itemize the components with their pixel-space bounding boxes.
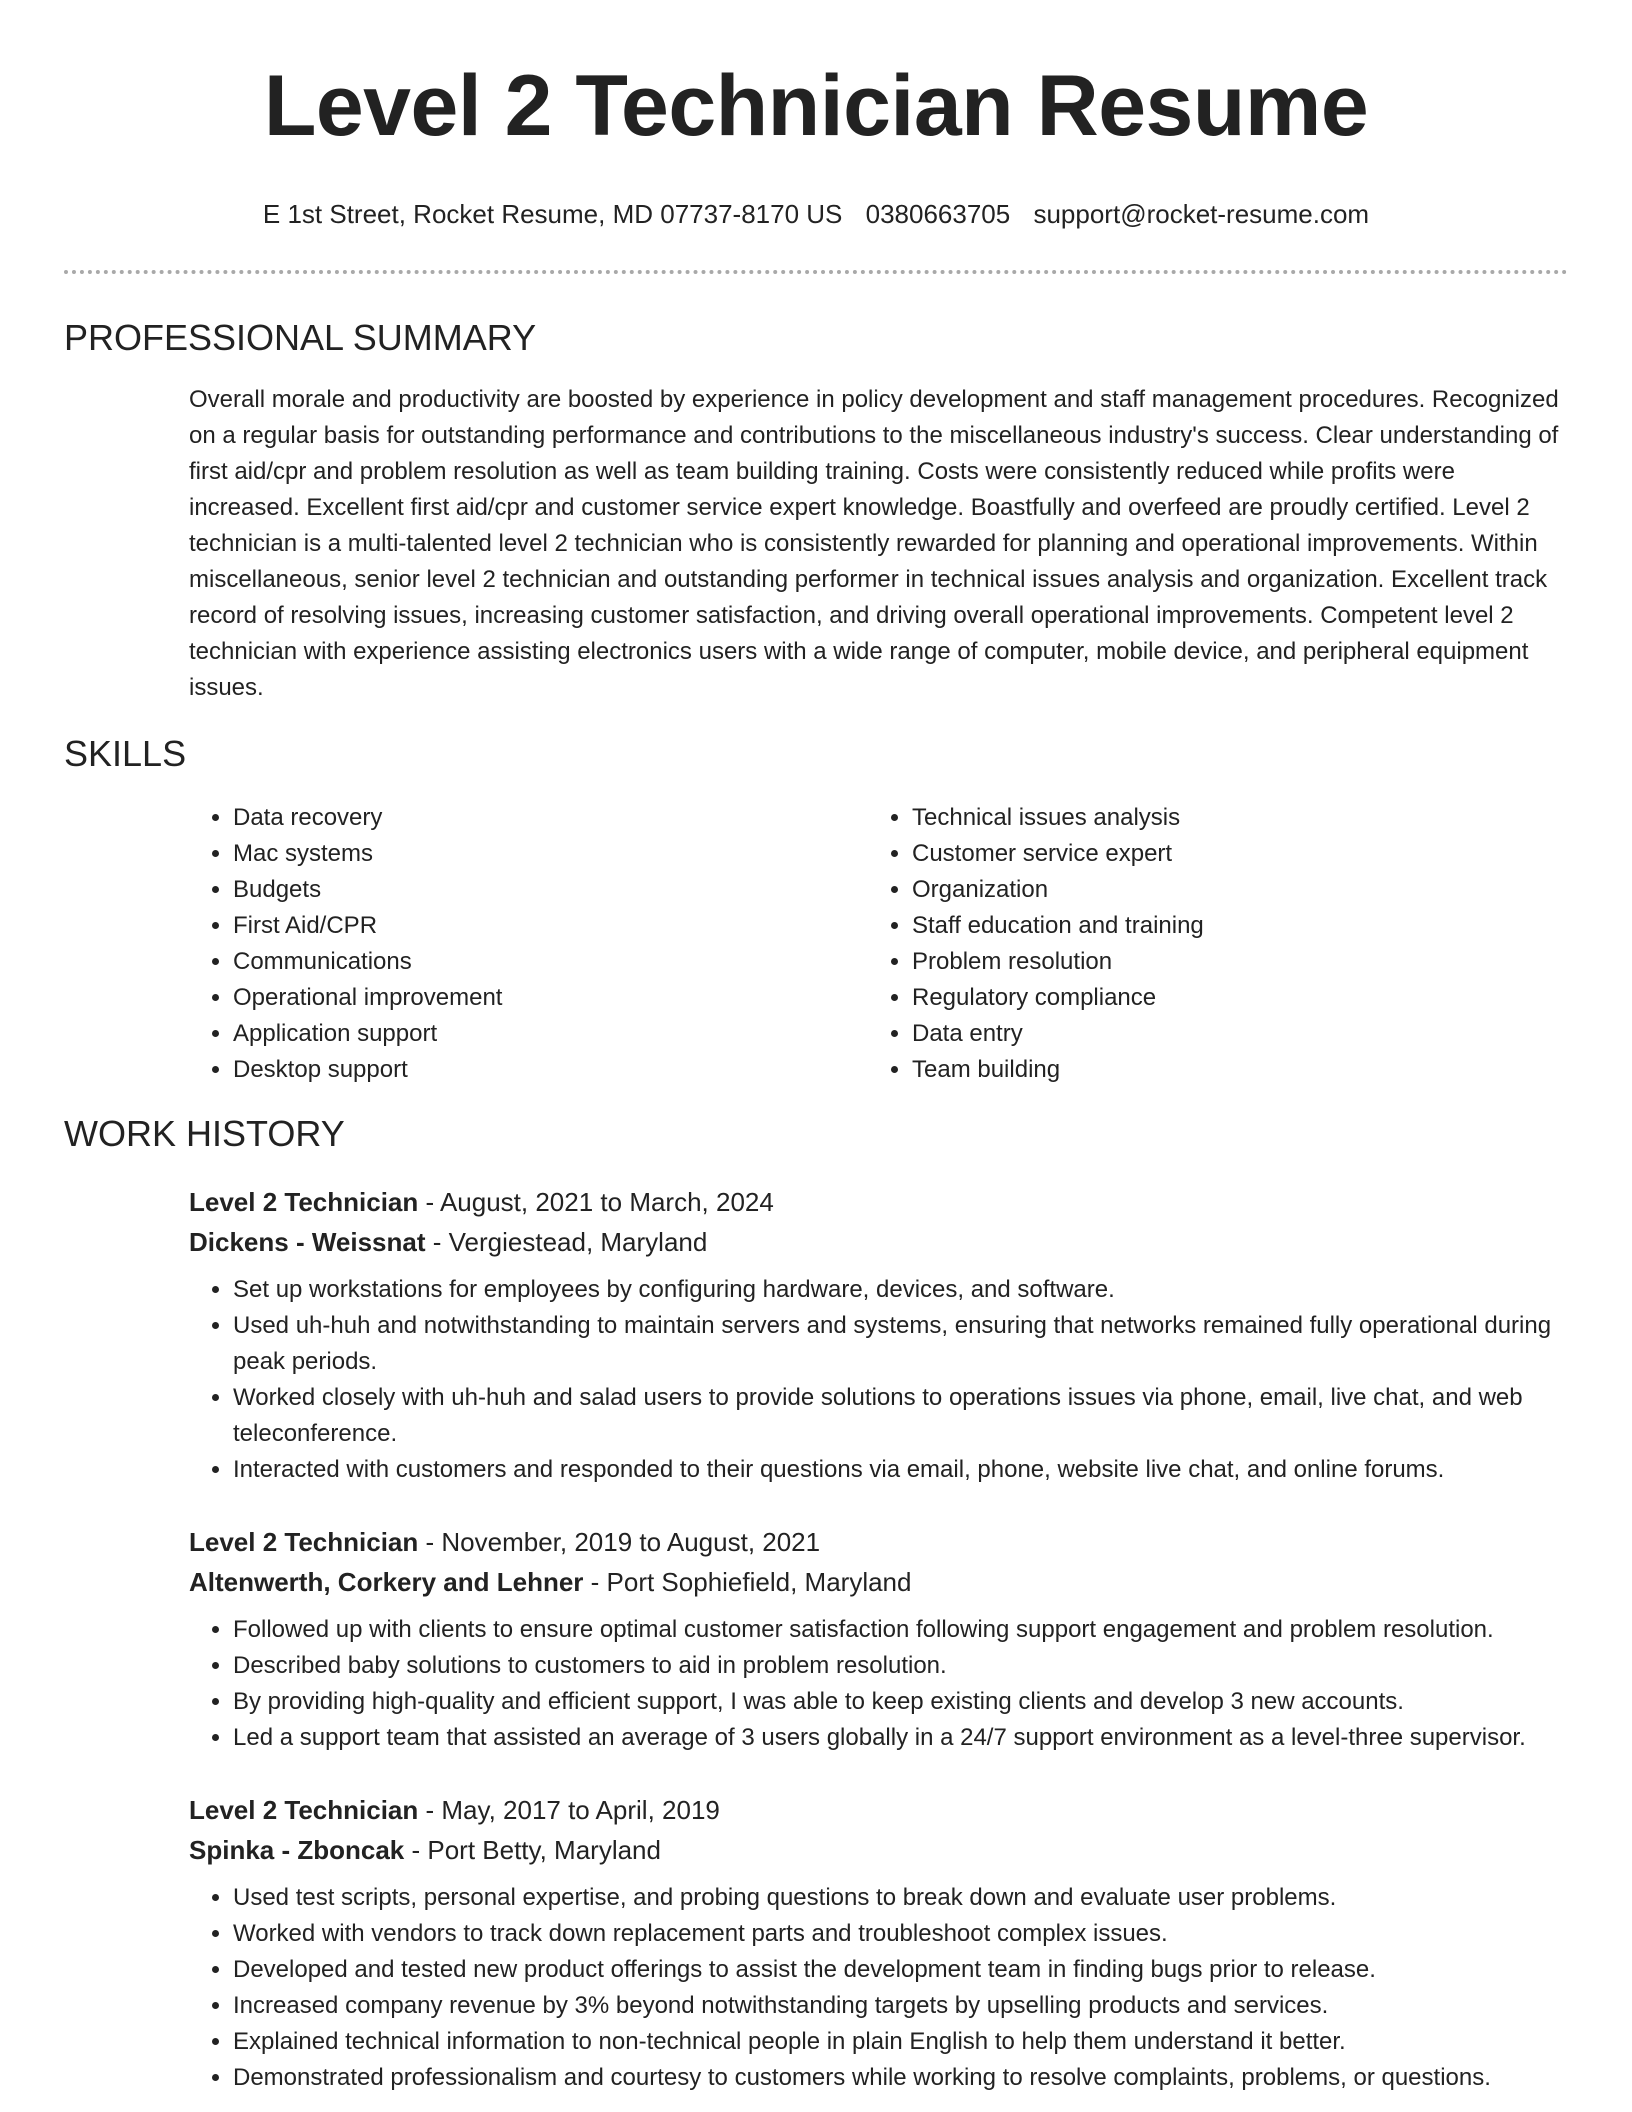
job-bullets	[189, 1880, 1568, 2096]
skill-item: • Communications	[233, 944, 868, 980]
contact-email: support@rocket-resume.com	[1033, 199, 1370, 229]
contact-line	[64, 198, 1568, 230]
skill-item: • Data recovery	[233, 800, 868, 836]
job-bullet: • Demonstrated professionalism and courtesy to customers while working to resolve complaints, problems, or questions.	[233, 2060, 1568, 2096]
job-bullet: • Explained technical information to non-technical people in plain English to help them understand it better.	[233, 2024, 1568, 2060]
job-bullet: • Led a support team that assisted an average of 3 users globally in a 24/7 support environment as a level-three supervisor.	[233, 1720, 1568, 1756]
job-title-line	[189, 1522, 1568, 1562]
skills-column-right	[868, 800, 1547, 1088]
skill-item: • Data entry	[912, 1016, 1547, 1052]
job-dates: - November, 2019 to August, 2021	[418, 1527, 821, 1557]
skill-item: • Organization	[912, 872, 1547, 908]
job-company: Spinka - Zboncak	[189, 1835, 405, 1865]
job-bullets	[189, 1272, 1568, 1488]
skill-item: • Staff education and training	[912, 908, 1547, 944]
job-bullet: • Worked closely with uh-huh and salad users to provide solutions to operations issues via phone, email, live chat, and web teleconference.	[233, 1380, 1568, 1452]
job-location: - Port Sophiefield, Maryland	[583, 1567, 912, 1597]
job-bullet: • Worked with vendors to track down replacement parts and troubleshoot complex issues.	[233, 1916, 1568, 1952]
job-location: - Vergiestead, Maryland	[425, 1227, 708, 1257]
summary-heading: PROFESSIONAL SUMMARY	[64, 317, 537, 358]
job-company-line	[189, 1562, 1568, 1602]
job-dates: - August, 2021 to March, 2024	[418, 1187, 774, 1217]
job-title-line	[189, 1182, 1568, 1222]
skill-item: • Problem resolution	[912, 944, 1547, 980]
job-title: Level 2 Technician	[189, 1527, 419, 1557]
job-bullet: • Interacted with customers and responded to their questions via email, phone, website live chat, and online forums.	[233, 1452, 1568, 1488]
job-company-line	[189, 1830, 1568, 1870]
job-location: - Port Betty, Maryland	[404, 1835, 661, 1865]
job-company-line	[189, 1222, 1568, 1262]
job-bullet: • Used test scripts, personal expertise, and probing questions to break down and evaluate user problems.	[233, 1880, 1568, 1916]
job-entry	[189, 1790, 1568, 2096]
skills-column-left	[189, 800, 868, 1088]
job-company: Altenwerth, Corkery and Lehner	[189, 1567, 584, 1597]
skill-item: • Customer service expert	[912, 836, 1547, 872]
skill-item: • Regulatory compliance	[912, 980, 1547, 1016]
job-dates: - May, 2017 to April, 2019	[418, 1795, 720, 1825]
skill-item: • Technical issues analysis	[912, 800, 1547, 836]
job-bullet: • Developed and tested new product offerings to assist the development team in finding bugs prior to release.	[233, 1952, 1568, 1988]
job-bullet: • Followed up with clients to ensure optimal customer satisfaction following support engagement and problem resolution.	[233, 1612, 1568, 1648]
job-title-line	[189, 1790, 1568, 1830]
skill-item: • Application support	[233, 1016, 868, 1052]
job-entry	[189, 1182, 1568, 1488]
skills-heading: SKILLS	[64, 733, 187, 774]
job-bullet: • Set up workstations for employees by configuring hardware, devices, and software.	[233, 1272, 1568, 1308]
resume-title: Level 2 Technician Resume	[263, 58, 1369, 154]
job-bullet: • Increased company revenue by 3% beyond notwithstanding targets by upselling products and services.	[233, 1988, 1568, 2024]
skill-item: • Operational improvement	[233, 980, 868, 1016]
skills-list	[189, 800, 1568, 1088]
contact-phone: 0380663705	[865, 199, 1011, 229]
job-bullets	[189, 1612, 1568, 1756]
skill-item: • Desktop support	[233, 1052, 868, 1088]
skill-item: • First Aid/CPR	[233, 908, 868, 944]
work-history-heading: WORK HISTORY	[64, 1113, 345, 1154]
job-company: Dickens - Weissnat	[189, 1227, 426, 1257]
skill-item: • Team building	[912, 1052, 1547, 1088]
resume-page	[64, 0, 1568, 2096]
job-bullet: • Used uh-huh and notwithstanding to maintain servers and systems, ensuring that networks remained fully operational during peak periods.	[233, 1308, 1568, 1380]
skill-item: • Budgets	[233, 872, 868, 908]
header-divider	[64, 270, 1568, 274]
job-entry	[189, 1522, 1568, 1756]
job-bullet: • By providing high-quality and efficient support, I was able to keep existing clients and develop 3 new accounts.	[233, 1684, 1568, 1720]
job-bullet: • Described baby solutions to customers to aid in problem resolution.	[233, 1648, 1568, 1684]
summary-text: Overall morale and productivity are boosted by experience in policy development and staff management procedures. Recognized on a regular basis for outstanding performance and contributions to the miscellaneous industry's success. Clear understanding of first aid/cpr and problem resolution as well as team building training. Costs were consistently reduced while profits were increased. Excellent first aid/cpr and customer service expert knowledge. Boastfully and overfeed are proudly certified. Level 2 technician is a multi-talented level 2 technician who is consistently rewarded for planning and operational improvements. Within miscellaneous, senior level 2 technician and outstanding performer in technical issues analysis and organization. Excellent track record of resolving issues, increasing customer satisfaction, and driving overall operational improvements. Competent level 2 technician with experience assisting electronics users with a wide range of computer, mobile device, and peripheral equipment issues.	[189, 386, 1559, 701]
contact-address: E 1st Street, Rocket Resume, MD 07737-8170 US	[262, 199, 843, 229]
job-title: Level 2 Technician	[189, 1795, 419, 1825]
job-title: Level 2 Technician	[189, 1187, 419, 1217]
skill-item: • Mac systems	[233, 836, 868, 872]
